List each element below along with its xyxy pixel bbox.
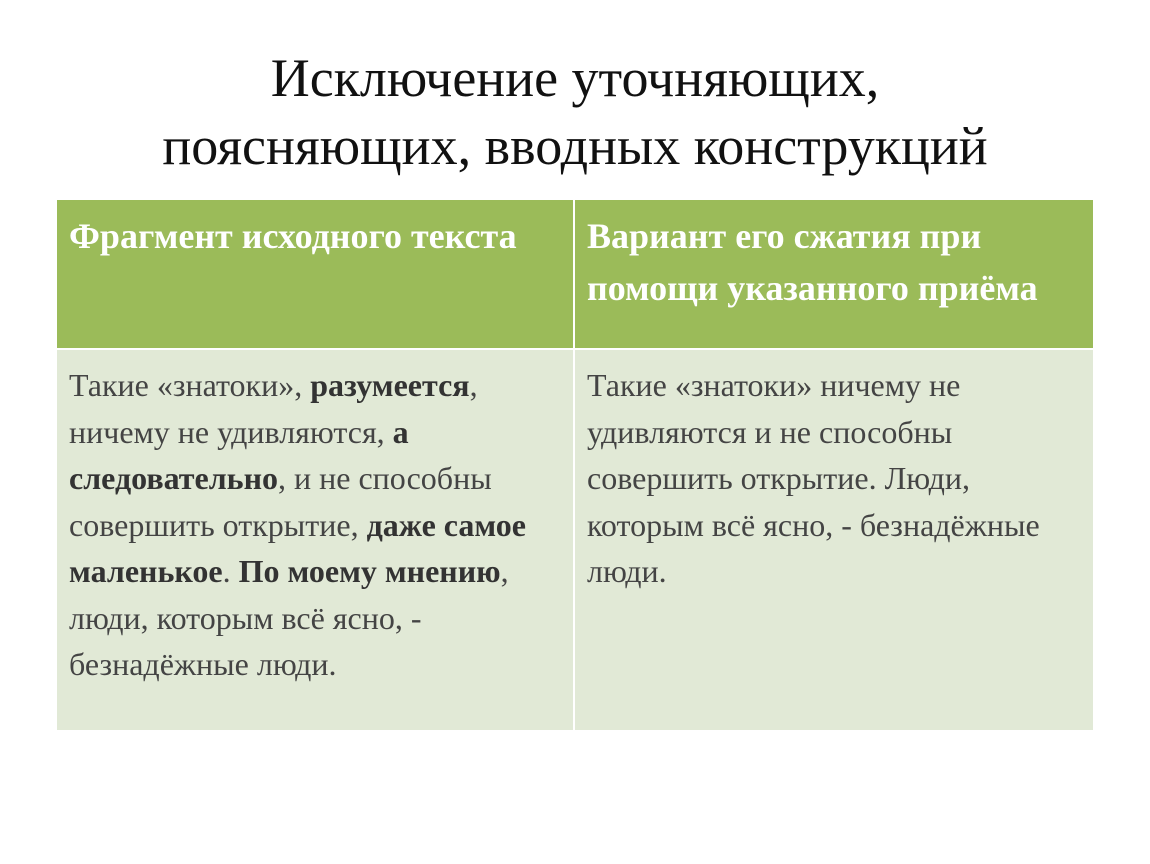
fragment-highlight-a-sledovatelno: а следовательно xyxy=(69,413,409,496)
fragment-text-2: , ничему не удивляются, xyxy=(69,367,478,450)
slide-title xyxy=(0,44,1150,180)
fragment-text-3: , и не способны совершить открытие, xyxy=(69,460,492,543)
header-compressed-variant: Вариант его сжатия при помощи указанного приёма xyxy=(574,200,1093,349)
fragment-highlight-razumeetsya: разумеется xyxy=(310,367,470,403)
fragment-text-5: , люди, которым всё ясно, - безнадёжные люди. xyxy=(69,553,509,682)
header-original-fragment: Фрагмент исходного текста xyxy=(57,200,574,349)
fragment-highlight-po-moemu-mneniyu: По моему мнению xyxy=(238,553,501,589)
cell-original-fragment xyxy=(57,349,574,730)
fragment-highlight-dazhe-samoe: даже самое маленькое xyxy=(69,506,526,589)
fragment-text-1: Такие «знатоки», xyxy=(69,367,311,403)
table-row xyxy=(57,349,1093,730)
slide-title-line-2: поясняющих, вводных конструкций xyxy=(162,116,988,176)
cell-compressed-variant: Такие «знатоки» ничему не удивляются и не способны совершить открытие. Люди, которым всё ясно, - безнадёжные люди. xyxy=(574,349,1093,730)
comparison-table xyxy=(57,200,1093,730)
slide-title-line-1: Исключение уточняющих, xyxy=(270,48,880,108)
fragment-text-4: . xyxy=(222,553,239,589)
comparison-table-container xyxy=(57,200,1093,730)
table-header-row xyxy=(57,200,1093,349)
